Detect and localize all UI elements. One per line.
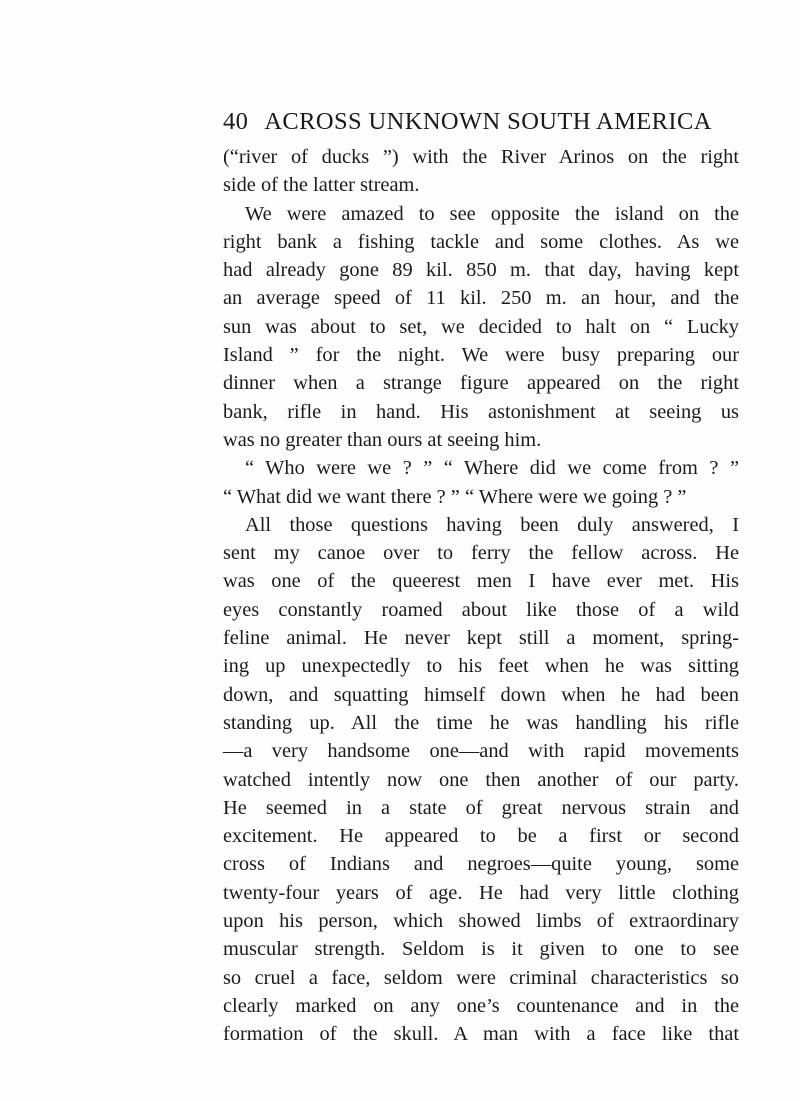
running-title: ACROSS UNKNOWN SOUTH AMERICA xyxy=(264,108,712,135)
text-line: right bank a fishing tackle and some clothes. As we xyxy=(223,230,739,253)
text-line: had already gone 89 kil. 850 m. that day, having kept xyxy=(223,259,739,282)
text-line: (“river of ducks ”) with the River Arinos on the right xyxy=(223,146,739,168)
text-line: Island ” for the night. We were busy preparing our xyxy=(223,344,739,367)
page-number: 40 xyxy=(223,108,249,135)
text-line: “ What did we want there ? ” “ Where were we going ? ” xyxy=(223,485,687,508)
text-line: cross of Indians and negroes—quite young, some xyxy=(223,853,739,876)
text-line: We were amazed to see opposite the island on the xyxy=(245,202,739,225)
text-line: feline animal. He never kept still a moment, spring- xyxy=(223,627,739,650)
text-line: bank, rifle in hand. His astonishment at seeing us xyxy=(223,400,739,423)
text-line: watched intently now one then another of our party. xyxy=(223,768,739,791)
text-line: was one of the queerest men I have ever met. His xyxy=(223,570,739,593)
text-line: standing up. All the time he was handling his rifle xyxy=(223,711,739,734)
text-line: muscular strength. Seldom is it given to one to see xyxy=(223,938,739,961)
text-line: an average speed of 11 kil. 250 m. an hour, and the xyxy=(223,287,739,310)
text-line: All those questions having been duly answered, I xyxy=(245,513,739,536)
body-text xyxy=(223,143,739,1049)
text-line: was no greater than ours at seeing him. xyxy=(223,428,542,451)
text-line: He seemed in a state of great nervous strain and xyxy=(223,796,739,819)
text-line: excitement. He appeared to be a first or second xyxy=(223,825,739,848)
text-line: formation of the skull. A man with a face like that xyxy=(223,1023,739,1046)
text-line: sun was about to set, we decided to halt on “ Lucky xyxy=(223,315,739,338)
text-line: “ Who were we ? ” “ Where did we come from ? ” xyxy=(245,457,739,480)
text-line: twenty-four years of age. He had very little clothing xyxy=(223,881,739,904)
running-header xyxy=(223,108,712,144)
text-line: dinner when a strange figure appeared on the right xyxy=(223,372,739,395)
text-line: ing up unexpectedly to his feet when he was sitting xyxy=(223,655,739,678)
text-line: sent my canoe over to ferry the fellow across. He xyxy=(223,542,739,565)
text-line: —a very handsome one—and with rapid movements xyxy=(223,740,739,763)
text-line: side of the latter stream. xyxy=(223,174,420,197)
text-line: down, and squatting himself down when he had been xyxy=(223,683,739,706)
text-line: eyes constantly roamed about like those of a wild xyxy=(223,598,739,621)
text-line: upon his person, which showed limbs of extraordinary xyxy=(223,910,739,933)
text-line: clearly marked on any one’s countenance and in the xyxy=(223,994,739,1017)
text-line: so cruel a face, seldom were criminal characteristics so xyxy=(223,966,739,989)
